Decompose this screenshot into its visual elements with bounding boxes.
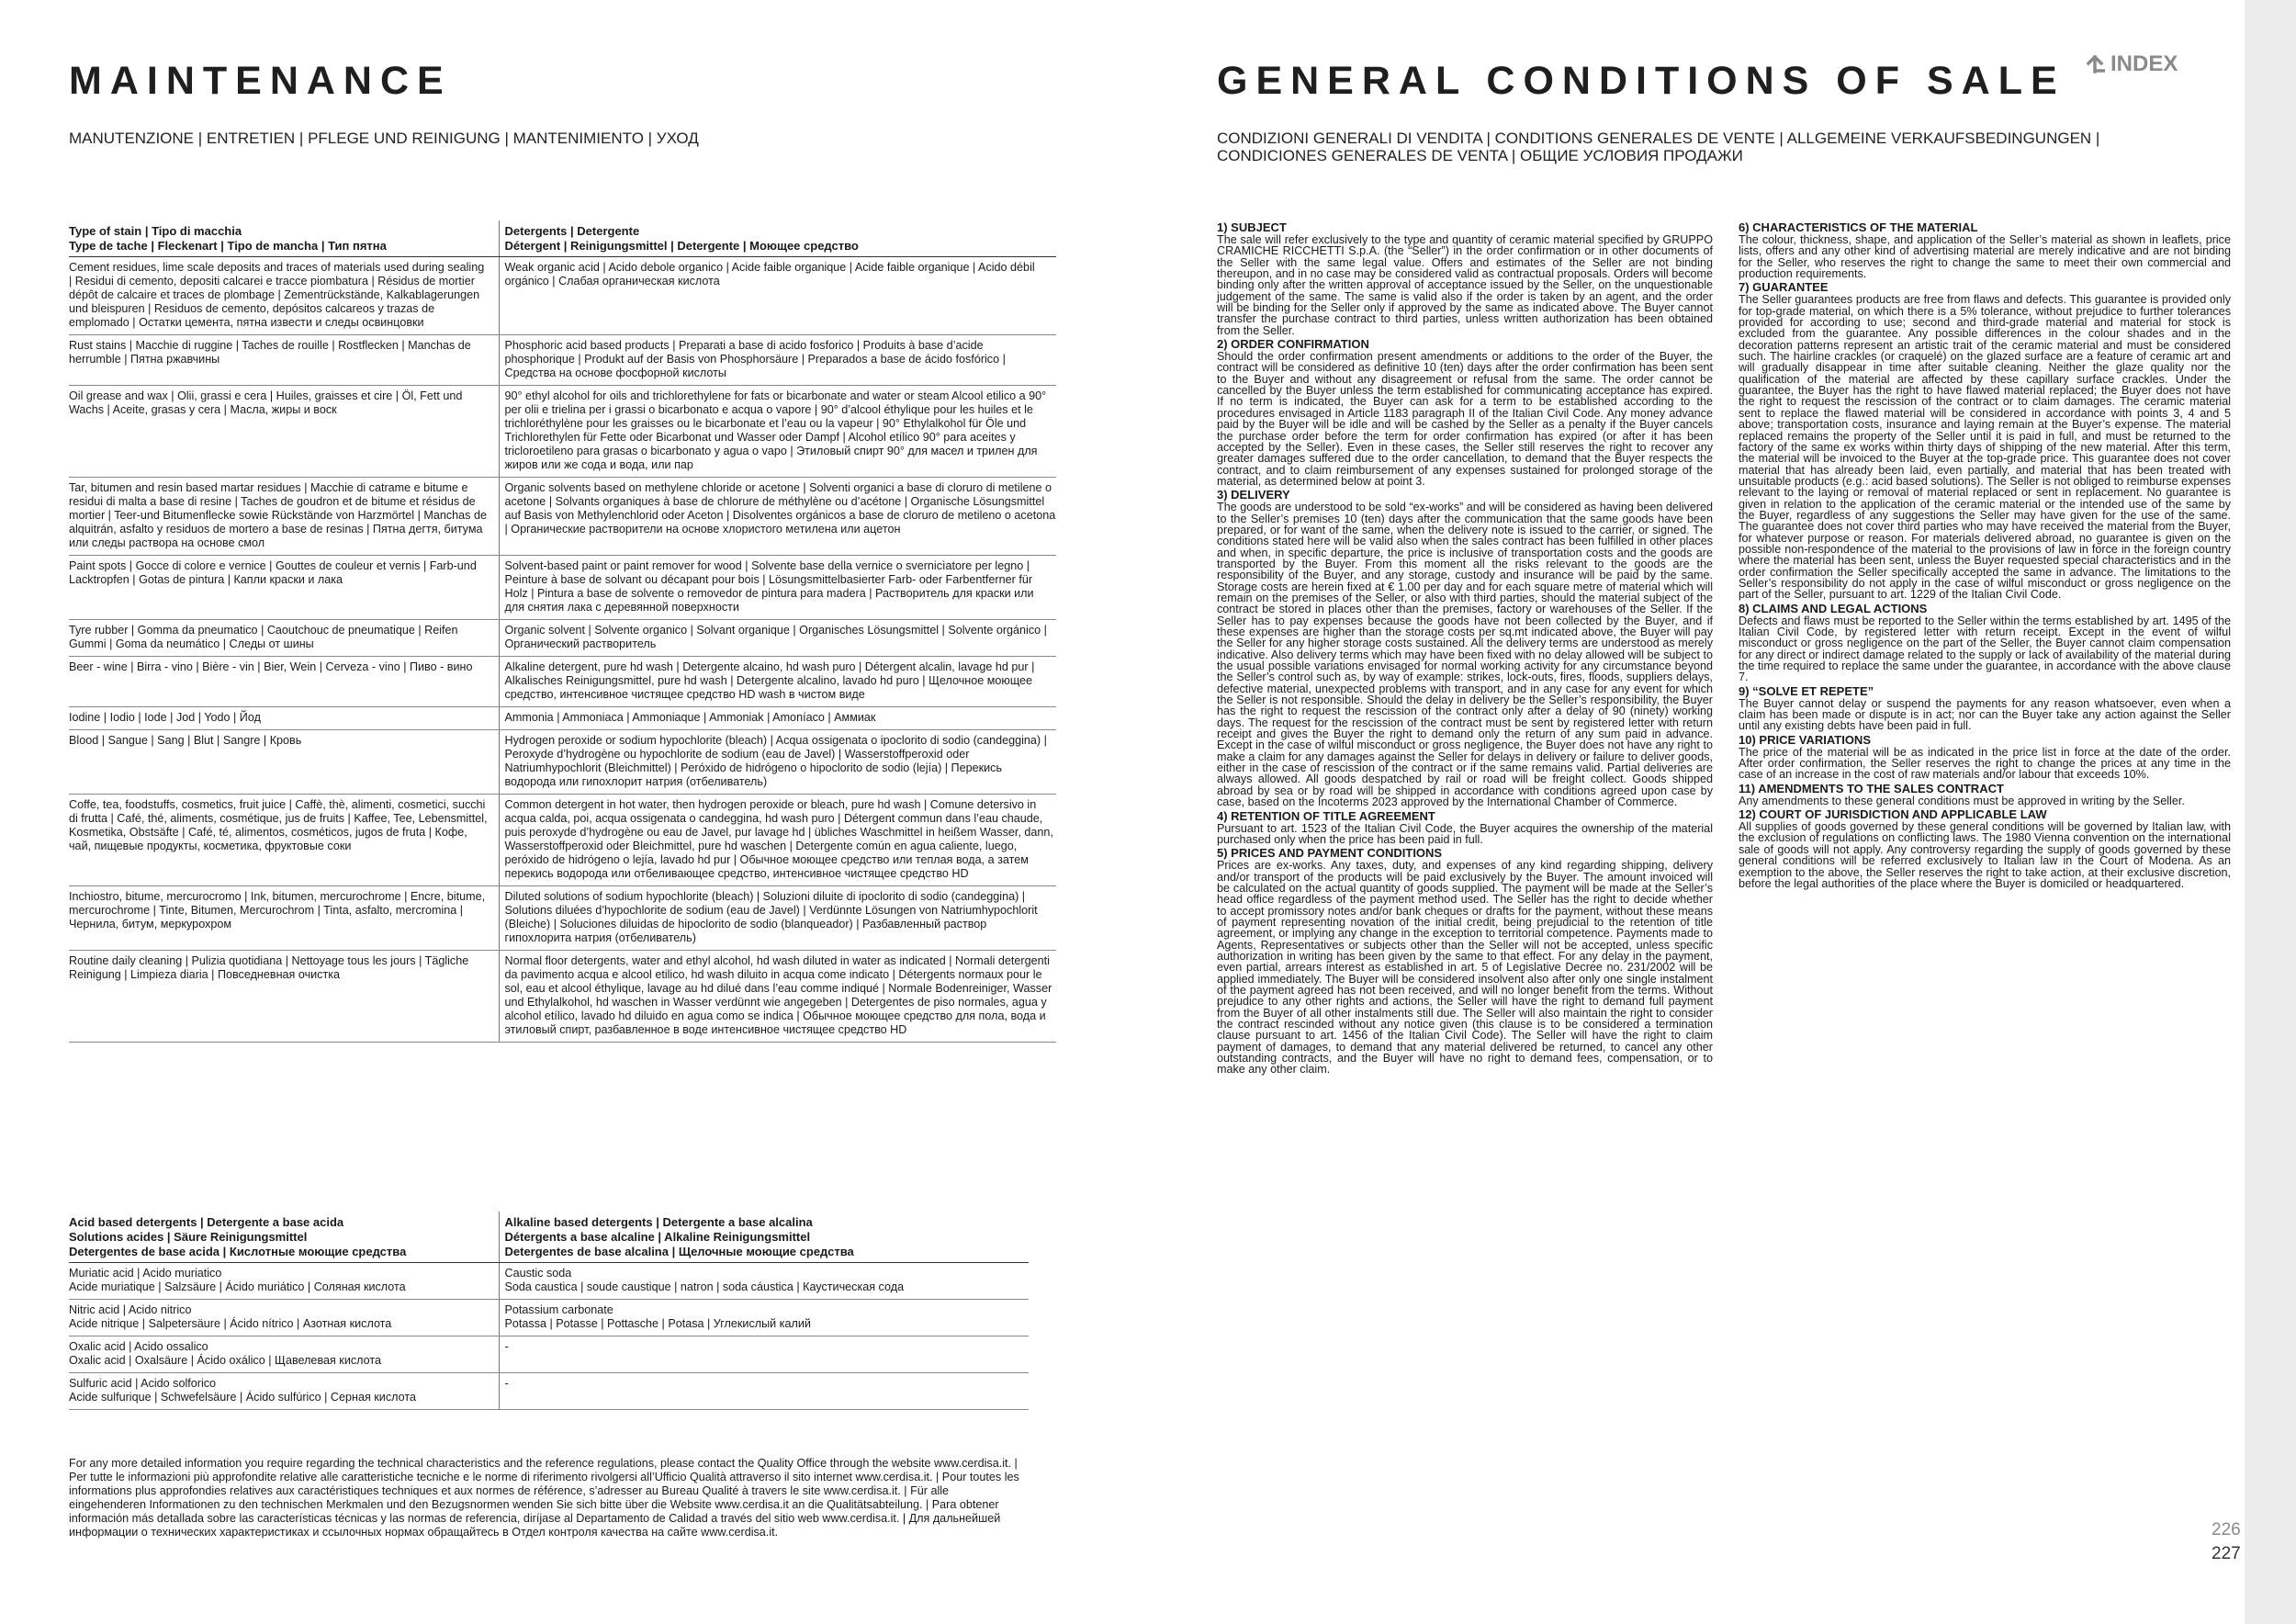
page-number-right: 227 bbox=[2212, 1544, 2241, 1563]
detergent-cell: Weak organic acid | Acido debole organico | Acide faible organique | Acide faible organique | Acido débil orgánico | Слабая органическая кислота bbox=[499, 257, 1056, 335]
index-label: INDEX bbox=[2110, 51, 2178, 76]
stain-cell: Tar, bitumen and resin based martar residues | Macchie di catrame e bitume e residui di malta a base di resine | Taches de goudron et de bitume et résidus de mortier | Teer-und Bitumenflecke sowie Rückstände von Harzmörtel | Manchas de alquitrán, asfalto y residuos de mortero a base de resinas | Пятна дегтя, битума или следы раствора на основе смол bbox=[69, 478, 499, 556]
alkaline-cell: - bbox=[499, 1336, 1029, 1373]
stain-detergent-table bbox=[69, 220, 1056, 1043]
acid-cell: Sulfuric acid | Acido solforico Acide sulfurique | Schwefelsäure | Ácido sulfúrico | Серная кислота bbox=[69, 1373, 499, 1410]
detergent-cell: Ammonia | Ammoniaca | Ammoniaque | Ammoniak | Amoníaco | Аммиак bbox=[499, 707, 1056, 730]
detergent-cell: Alkaline detergent, pure hd wash | Detergente alcaino, hd wash puro | Détergent alcalin, lavage hd pur | Alkalisches Reinigungsmittel, pure hd wash | Detergente alcalino, lavado hd puro | Щелочное моющее средство, интенсивное чистящее средство HD wash в чистом виде bbox=[499, 657, 1056, 707]
section-text: The colour, thickness, shape, and application of the Seller’s material as shown in leaflets, price lists, offers and any other kind of advertising material are merely indicative and are not binding for the Seller, who reserves the right to change the same to meet their own commercial and production requirements. bbox=[1739, 233, 2231, 281]
table-row bbox=[69, 795, 1056, 886]
table-row bbox=[69, 1263, 1029, 1300]
detergent-cell: Normal floor detergents, water and ethyl alcohol, hd wash diluted in water as indicated | Normali detergenti da pavimento acqua e alcool etilico, hd wash diluito in acqua come indicato | Détergents normaux pour le sol, eau et alcool éthylique, lavage au hd dilué dans l’eau comme indiqué | Normale Bodenreiniger, Wasser und Ethylalkohol, hd waschen in Wasser verdünnt wie angegeben | Detergentes de piso normales, agua y alcohol etílico, lavado hd diluido en agua como se indica | Обычное моющее средство для пола, вода и этиловый спирт, разбавленное в воде интенсивное чистящее средство HD bbox=[499, 951, 1056, 1043]
section-heading: 5) PRICES AND PAYMENT CONDITIONS bbox=[1217, 846, 1443, 861]
section-text: Defects and flaws must be reported to the Seller within the terms established by art. 1495 of the Italian Civil Code, by registered letter with return receipt. Except in the event of wilful misconduct or gross negligence on the part of the Seller, the Buyer cannot claim compensation for any direct or indirect damage related to the supply or lack of availability of the material during the time required to replace the same under the guarantee, in accordance with the above clause 7. bbox=[1739, 614, 2231, 684]
section-text: Should the order confirmation present amendments or additions to the order of the Buyer, the contract will be considered as definitive 10 (ten) days after the order confirmation has been sent to the Buyer and without any disagreement or refusal from the same. The order cannot be cancelled by the Buyer unless the term established for communicating acceptance has expired. If no term is indicated, the Buyer can ask for a term to be established according to the procedures envisaged in Article 1183 paragraph II of the Italian Civil Code. Any money advance paid by the Buyer will be idle and will be cashed by the Seller as a penalty if the Buyer cancels the purchase order before the term for order confirmation has expired (or after it has been accepted by the Seller). Even in these cases, the Seller still reserves the right to recover any greater damages suffered due to the order cancellation, to demand that the Buyer respects the contract, and to claim reimbursement of any expenses sustained for prolonged storage of the material, as determined below at point 3. bbox=[1217, 350, 1713, 488]
stain-cell: Cement residues, lime scale deposits and traces of materials used during sealing | Residui di cemento, depositi calcarei e tracce piombatura | Résidus de mortier dépôt de calcaire et traces de plombage | Zementrückstände, Kalkablagerungen und bleispuren | Residuos de cemento, depósitos calcareos y trazas de emplomado | Остатки цемента, пятна извести и следы освинцовки bbox=[69, 257, 499, 335]
section-heading: 12) COURT OF JURISDICTION AND APPLICABLE LAW bbox=[1739, 807, 2047, 822]
section-text: Pursuant to art. 1523 of the Italian Civil Code, the Buyer acquires the ownership of the material purchased only when the price has been paid in full. bbox=[1217, 821, 1713, 846]
table-row bbox=[69, 707, 1056, 730]
section-text: Any amendments to these general conditions must be approved in writing by the Seller. bbox=[1739, 794, 2185, 807]
section-heading: 2) ORDER CONFIRMATION bbox=[1217, 337, 1369, 352]
alkaline-cell: - bbox=[499, 1373, 1029, 1410]
stain-cell: Iodine | Iodio | Iode | Jod | Yodo | Йод bbox=[69, 707, 499, 730]
stain-cell: Tyre rubber | Gomma da pneumatico | Caoutchouc de pneumatique | Reifen Gummi | Goma da neumático | Следы от шины bbox=[69, 620, 499, 657]
section-text: The Seller guarantees products are free from flaws and defects. This guarantee is provided only for top-grade material, on which there is a 5% tolerance, without prejudice to further tolerances provided for according to use; second and third-grade material and material for stock is excluded from the guarantee. Any possible differences in the colour shades and in the decoration patterns represent an artistic trait of the ceramic material and must be considered such. The hairline crackles (or craquelé) on the glazed surface are a feature of ceramic art and will gradually disappear in time after suitable cleaning. Neither the glaze quality nor the qualification of the material are affected by these capillary surface crackles. Under the guarantee, the Buyer has the right to have flawed material replaced; the Buyer does not have the right to request the rescission of the contract or to claim damages. The ceramic material sent to replace the flawed material will be considered in accordance with points 3, 4 and 5 above; transportation costs, insurance and laying remain at the Buyer’s expense. The material replaced remains the property of the Seller until it is paid in full, and must be returned to the factory of the same ex works within thirty days of shipping of the new material. After this term, the material will be invoiced to the Buyer at the top-grade price. This guarantee does not cover material that has already been laid, even partially, and material that has been treated with unsuitable products (e.g.: acid based solutions). The Seller is not obliged to reimburse expenses relevant to the laying or removal of material replaced or sent in replacement. No guarantee is given in relation to the application of the ceramic material or the intended use of the same by the Buyer, regardless of any suggestions the Seller may have given for the use of the same. The guarantee does not cover third parties who may have received the material from the Buyer, for whatever purpose or reason. For materials delivered abroad, no guarantee is given on the possible non-respondence of the material to the provisions of law in force in the foreign country where the material has been sent, unless the Buyer requested special characteristics and in the order confirmation the Seller specifically accepted the same in advance. The limitations to the Seller’s responsibility do not apply in the case of wilful misconduct or gross negligence on the part of the Seller, pursuant to art. 1229 of the Italian Civil Code. bbox=[1739, 293, 2232, 602]
table-row bbox=[69, 335, 1056, 386]
detergent-cell: Organic solvent | Solvente organico | Solvant organique | Organisches Lösungsmittel | Solvente orgánico | Органический растворитель bbox=[499, 620, 1056, 657]
table-row bbox=[69, 620, 1056, 657]
alkaline-cell: Potassium carbonate Potassa | Potasse | Pottasche | Potasa | Углекислый калий bbox=[499, 1300, 1029, 1336]
section-heading: 7) GUARANTEE bbox=[1739, 280, 1829, 295]
conditions-column-2 bbox=[1739, 220, 2231, 889]
stain-cell: Oil grease and wax | Olii, grassi e cera | Huiles, graisses et cire | Öl, Fett und Wachs | Aceite, grasas y cera | Масла, жиры и воск bbox=[69, 386, 499, 478]
section-heading: 9) “SOLVE ET REPETE” bbox=[1739, 683, 1874, 698]
stain-cell: Routine daily cleaning | Pulizia quotidiana | Nettoyage tous les jours | Tägliche Reinigung | Limpieza diaria | Повседневная очистка bbox=[69, 951, 499, 1043]
section-heading: 8) CLAIMS AND LEGAL ACTIONS bbox=[1739, 601, 1928, 615]
conditions-subtitle-line-2: CONDICIONES GENERALES DE VENTA | ОБЩИЕ УСЛОВИЯ ПРОДАЖИ bbox=[1217, 147, 1743, 164]
quality-office-note: For any more detailed information you require regarding the technical characteristics and the reference regulations, please contact the Quality Office through the website www.cerdisa.it. | Per tutte le informazioni più approfondite relative alle caratteristiche tecniche e le norme di riferimento rivolgersi all’Ufficio Qualità attraverso il sito internet www.cerdisa.it. | Pour toutes les informations plus approfondies relatives aux caractéristiques techniques et aux normes de référence, s’adresser au Bureau Qualité à travers le site www.cerdisa.it. | Für alle eingehenderen Informationen zu den technischen Merkmalen und den Bezugsnormen wenden Sie sich bitte über die Website www.cerdisa.it an die Qualitätsabteilung. | Para obtener información más detallada sobre las características técnicas y las normas de referencia, diríjase al Departamento de Calidad a través del sitio web www.cerdisa.it. | Для дальнейшей информации о технических характеристиках и ссылочных нормах обращайтесь в Отдел контроля качества на сайте www.cerdisa.it. bbox=[69, 1457, 1019, 1539]
stain-type-header: Type of stain | Tipo di macchia Type de tache | Fleckenart | Tipo de mancha | Тип пятна bbox=[69, 220, 499, 257]
detergent-cell: Diluted solutions of sodium hypochlorite (bleach) | Soluzioni diluite di ipoclorito di sodio (candeggina) | Solutions diluées d’hypochlorite de sodium (eau de Javel) | Verdünnte Lösungen von Natriumhypochlorit (Bleiche) | Soluciones diluidas de hipoclorito de sodio (blanqueador) | Разбавленный раствор гипохлорита натрия (отбеливатель) bbox=[499, 886, 1056, 951]
acid-cell: Nitric acid | Acido nitrico Acide nitrique | Salpetersäure | Ácido nítrico | Азотная кислота bbox=[69, 1300, 499, 1336]
table-header-row bbox=[69, 1212, 1029, 1263]
alkaline-cell: Caustic soda Soda caustica | soude caustique | natron | soda cáustica | Каустическая сода bbox=[499, 1263, 1029, 1300]
maintenance-subtitle: MANUTENZIONE | ENTRETIEN | PFLEGE UND REINIGUNG | MANTENIMIENTO | УХОД bbox=[69, 130, 699, 147]
maintenance-title: MAINTENANCE bbox=[69, 59, 452, 103]
detergent-cell: Hydrogen peroxide or sodium hypochlorite (bleach) | Acqua ossigenata o ipoclorito di sodio (candeggina) | Peroxyde d’hydrogène ou hypochlorite de sodium (eau de Javel) | Wasserstoffperoxid oder Natriumhypochlorit (Bleichmittel) | Peróxido de hidrógeno o hipoclorito de sodio (lejía) | Перекись водорода или гипохлорит натрия (отбеливатель) bbox=[499, 730, 1056, 795]
section-heading: 1) SUBJECT bbox=[1217, 220, 1287, 234]
detergent-cell: Phosphoric acid based products | Preparati a base di acido fosforico | Produits à base d’acide phosphorique | Produkt auf der Basis von Phosphorsäure | Preparados a base de ácido fosfórico | Средства на основе фосфорной кислоты bbox=[499, 335, 1056, 386]
alkaline-header: Alkaline based detergents | Detergente a base alcalina Détergents a base alcaline | Alkaline Reinigungsmittel Detergentes de base alcalina | Щелочные моющие средства bbox=[499, 1212, 1029, 1263]
conditions-title: GENERAL CONDITIONS OF SALE bbox=[1217, 59, 2065, 103]
stain-cell: Paint spots | Gocce di colore e vernice | Gouttes de couleur et vernis | Farb-und Lacktropfen | Gotas de pintura | Капли краски и лака bbox=[69, 556, 499, 620]
stain-cell: Rust stains | Macchie di ruggine | Taches de rouille | Rostflecken | Manchas de herrumble | Пятна ржавчины bbox=[69, 335, 499, 386]
section-text: Prices are ex-works. Any taxes, duty, and expenses of any kind regarding shipping, delivery and/or transport of the products will be paid exclusively by the Buyer. The amount invoiced will be calculated on the actual quantity of goods supplied. The payment will be made at the Seller’s head office regardless of the payment method used. The Seller has the right to decide whether to accept promissory notes and/or bank cheques or drafts for the payment, without these means of payment representing novation of the initial credit, being prejudicial to the retention of title agreement, or implying any change in the exception to territorial competence. Payments made to Agents, Representatives or subjects other than the Seller will not be accepted, unless specific authorization in writing has been given by the same to that effect. For any delay in the payment, even partial, arrears interest as established in art. 5 of Legislative Decree no. 231/2002 will be applied immediately. The Buyer will be considered insolvent also after only one single instalment of the payment agreed has not been received, and will no longer benefit from the terms. Without prejudice to any other rights and actions, the Seller will have the right to demand full payment from the Buyer of all other instalments still due. The Seller will also maintain the right to consider the contract rescinded without any notice given (this clause is to be considered a termination clause pursuant to art. 1456 of the Italian Civil Code). The Seller will have the right to claim payment of damages, to demand that any material delivered be returned, to cancel any other outstanding contracts, and the Buyer will have no right to demand fees, compensation, or to make any other claim. bbox=[1217, 859, 1713, 1077]
table-header-row bbox=[69, 220, 1056, 257]
table-row bbox=[69, 657, 1056, 707]
section-text: The price of the material will be as indicated in the price list in force at the date of the order. After order confirmation, the Seller reserves the right to change the prices at any time in the case of an increase in the cost of raw materials and/or labour that exceeds 10%. bbox=[1739, 745, 2231, 782]
section-heading: 6) CHARACTERISTICS OF THE MATERIAL bbox=[1739, 220, 1978, 234]
acid-alkaline-table bbox=[69, 1212, 1029, 1410]
return-arrow-icon bbox=[2085, 55, 2107, 73]
acid-cell: Oxalic acid | Acido ossalico Oxalic acid | Oxalsäure | Ácido oxálico | Щавелевая кислота bbox=[69, 1336, 499, 1373]
section-heading: 4) RETENTION OF TITLE AGREEMENT bbox=[1217, 808, 1435, 823]
conditions-column-1 bbox=[1217, 220, 1713, 1076]
detergent-cell: Solvent-based paint or paint remover for wood | Solvente base della vernice o svernicìatore per legno | Peinture à base de solvant ou décapant pour bois | Lösungsmittelbasierter Farb- oder Farbentferner für Holz | Pintura a base de solvente o removedor de pintura para madera | Растворитель для краски или для снятия лака с деревянной поверхности bbox=[499, 556, 1056, 620]
section-text: The goods are understood to be sold “ex-works” and will be considered as having been delivered to the Seller’s premises 10 (ten) days after the communication that the same goods have been prepared, or for want of the same, when the delivery note is issued to the carrier, or signed. The conditions stated here will be valid also when the sales contract has been fulfilled in other places and when, in specific departure, the price is inclusive of transportation costs and the goods are transported by the Buyer. From this moment all the risks relevant to the goods are the responsibility of the Buyer, and any storage, custody and insurance will be paid by the same. Storage costs are herein fixed at € 1.00 per day and for each square metre of material which will remain on the premises of the Seller, or also with third parties, should the material subject of the contract be stored in places other than the premises, factory or warehouses of the Seller. If the Seller has to pay expenses because the goods have not been collected by the Buyer, and if these expenses are higher than the storage costs per sq.mt indicated above, the Buyer will pay the Seller for any higher storage costs sustained. All the delivery terms are understood as merely indicative. Also delivery terms which may have been fixed with no delay allowed will be subject to the usual possible variations envisaged for normal working activity for any circumstance beyond the Seller’s control such as, by way of example: strikes, lock-outs, fires, floods, suppliers delays, defective material, unexpected problems with transport, and in any case for any event for which the Seller is not responsible. Should the delay in delivery be the Seller’s responsibility, the Buyer has the right to request the rescission of the contract only after a delay of 90 (ninety) working days. The request for the rescission of the contract must be sent by registered letter with return receipt and gives the Buyer the right to demand only the return of any sum paid in advance. Except in the case of wilful misconduct or gross negligence, the Buyer does not have any right to make a claim for any damages against the Seller for delays in delivery or failure to deliver goods, either in the case of rescission of the contract or if the same remains valid. Partial deliveries are always allowed. All goods despatched by rail or road will be freight collect. Goods shipped abroad by sea or by road will be shipped in accordance with conditions agreed upon case by case, based on the Incoterms 2023 approved by the International Chamber of Commerce. bbox=[1217, 501, 1713, 809]
acid-cell: Muriatic acid | Acido muriatico Acide muriatique | Salzsäure | Ácido muriático | Соляная кислота bbox=[69, 1263, 499, 1300]
page-number-left: 226 bbox=[2212, 1520, 2241, 1539]
detergent-header: Detergents | Detergente Détergent | Reinigungsmittel | Detergente | Моющее средство bbox=[499, 220, 1056, 257]
section-text: The sale will refer exclusively to the type and quantity of ceramic material specified by GRUPPO CRAMICHE RICCHETTI S.p.A. (the “Seller”) in the order confirmation or in other documents of the Seller with the same legal value. Offers and estimates of the Seller are not binding thereupon, and in no case may be considered valid as contractual proposals. Orders will become binding only after the written approval of acceptance issued by the Seller, on the unquestionable judgement of the same. The same is valid also if the order is taken by an agent, and the order will be binding for the Seller only if approved by the same as indicated above. The Buyer cannot transfer the purchase contract to third parties, unless written authorization has been obtained from the Seller. bbox=[1217, 233, 1713, 337]
detergent-cell: 90° ethyl alcohol for oils and trichlorethylene for fats or bicarbonate and water or steam Alcool etilico a 90° per olii e trielina per i grassi o bicarbonato e acqua o vapore | 90° d’alcool éthylique pour les huiles et le trichloréthylène pour les graisses ou le bicarbonate et l’eau ou la vapeur | 90° Ethylalkohol für Öle und Trichlorethylen für Fette oder Bicarbonat und Wasser oder Dampf | Alcohol etílico 90° para aceites y tricloroetileno para grasas o bicarbonato y agua o vapo | Этиловый спирт 90° для масел и трилен для жиров или же сода и вода, или пар bbox=[499, 386, 1056, 478]
stain-cell: Coffe, tea, foodstuffs, cosmetics, fruit juice | Caffè, thè, alimenti, cosmetici, succhi di frutta | Café, thé, aliments, cosmétique, jus de fruits | Kaffee, Tee, Lebensmittel, Kosmetika, Obstsäfte | Café, té, alimentos, cosméticos, jugos de fruta | Кофе, чай, пищевые продукты, косметика, фруктовые соки bbox=[69, 795, 499, 886]
section-text: The Buyer cannot delay or suspend the payments for any reason whatsoever, even when a claim has been made or dispute is in act; nor can the Buyer take any action against the Seller until any existing debts have been paid in full. bbox=[1739, 696, 2231, 733]
section-text: All supplies of goods governed by these general conditions will be governed by Italian law, with the exclusion of regulations on conflicting laws. The 1980 Vienna convention on the international sale of goods will not apply. Any controversy regarding the supply of goods governed by these general conditions will be referred exclusively to Italian law in the Court of Modena. As an exemption to the above, the Seller reserves the right to take action, at their exclusive discretion, before the legal authorities of the place where the Buyer is domiciled or headquartered. bbox=[1739, 820, 2231, 890]
detergent-cell: Organic solvents based on methylene chloride or acetone | Solventi organici a base di cloruro di metilene o acetone | Solvants organiques à base de chlorure de méthylène ou d’acétone | Organische Lösungsmittel auf Basis von Methylenchlorid oder Aceton | Disolventes orgánicos a base de cloruro de metileno o acetona | Органические растворители на основе хлористого метилена или ацетон bbox=[499, 478, 1056, 556]
table-row bbox=[69, 886, 1056, 951]
detergent-cell: Common detergent in hot water, then hydrogen peroxide or bleach, pure hd wash | Comune detersivo in acqua calda, poi, acqua ossigenata o candeggina, hd wash puro | Détergent commun dans l’eau chaude, puis peroxyde d’hydrogène ou eau de Javel, pur lavage hd | übliches Waschmittel in heißem Wasser, dann, Wasserstoffperoxid oder Bleichmittel, pure hd waschen | Detergente común en agua caliente, luego, peróxido de hidrógeno o lejía, lavado hd pur | Обычное моющее средство или теплая вода, а затем перекись водорода или отбеливающее средство, интенсивное чистящее средство HD bbox=[499, 795, 1056, 886]
table-row bbox=[69, 257, 1056, 335]
table-row bbox=[69, 556, 1056, 620]
acid-header: Acid based detergents | Detergente a base acida Solutions acides | Säure Reinigungsmittel Detergentes de base acida | Кислотные моющие средства bbox=[69, 1212, 499, 1263]
index-link[interactable] bbox=[2085, 51, 2178, 77]
stain-cell: Blood | Sangue | Sang | Blut | Sangre | Кровь bbox=[69, 730, 499, 795]
page-edge-strip bbox=[2245, 0, 2296, 1624]
stain-cell: Beer - wine | Birra - vino | Bière - vin | Bier, Wein | Cerveza - vino | Пиво - вино bbox=[69, 657, 499, 707]
table-row bbox=[69, 478, 1056, 556]
section-heading: 10) PRICE VARIATIONS bbox=[1739, 732, 1871, 747]
stain-cell: Inchiostro, bitume, mercurocromo | Ink, bitumen, mercurochrome | Encre, bitume, mercurochrome | Tinte, Bitumen, Mercurochrom | Tinta, asfalto, mercromina | Чернила, битум, меркурохром bbox=[69, 886, 499, 951]
table-row bbox=[69, 1300, 1029, 1336]
conditions-subtitle bbox=[1217, 130, 2099, 164]
table-row bbox=[69, 1373, 1029, 1410]
table-row bbox=[69, 386, 1056, 478]
table-row bbox=[69, 1336, 1029, 1373]
table-row bbox=[69, 951, 1056, 1043]
section-heading: 11) AMENDMENTS TO THE SALES CONTRACT bbox=[1739, 781, 2004, 795]
conditions-subtitle-line-1: CONDIZIONI GENERALI DI VENDITA | CONDITIONS GENERALES DE VENTE | ALLGEMEINE VERKAUFSBEDINGUNGEN | bbox=[1217, 130, 2100, 147]
section-heading: 3) DELIVERY bbox=[1217, 488, 1290, 502]
table-row bbox=[69, 730, 1056, 795]
